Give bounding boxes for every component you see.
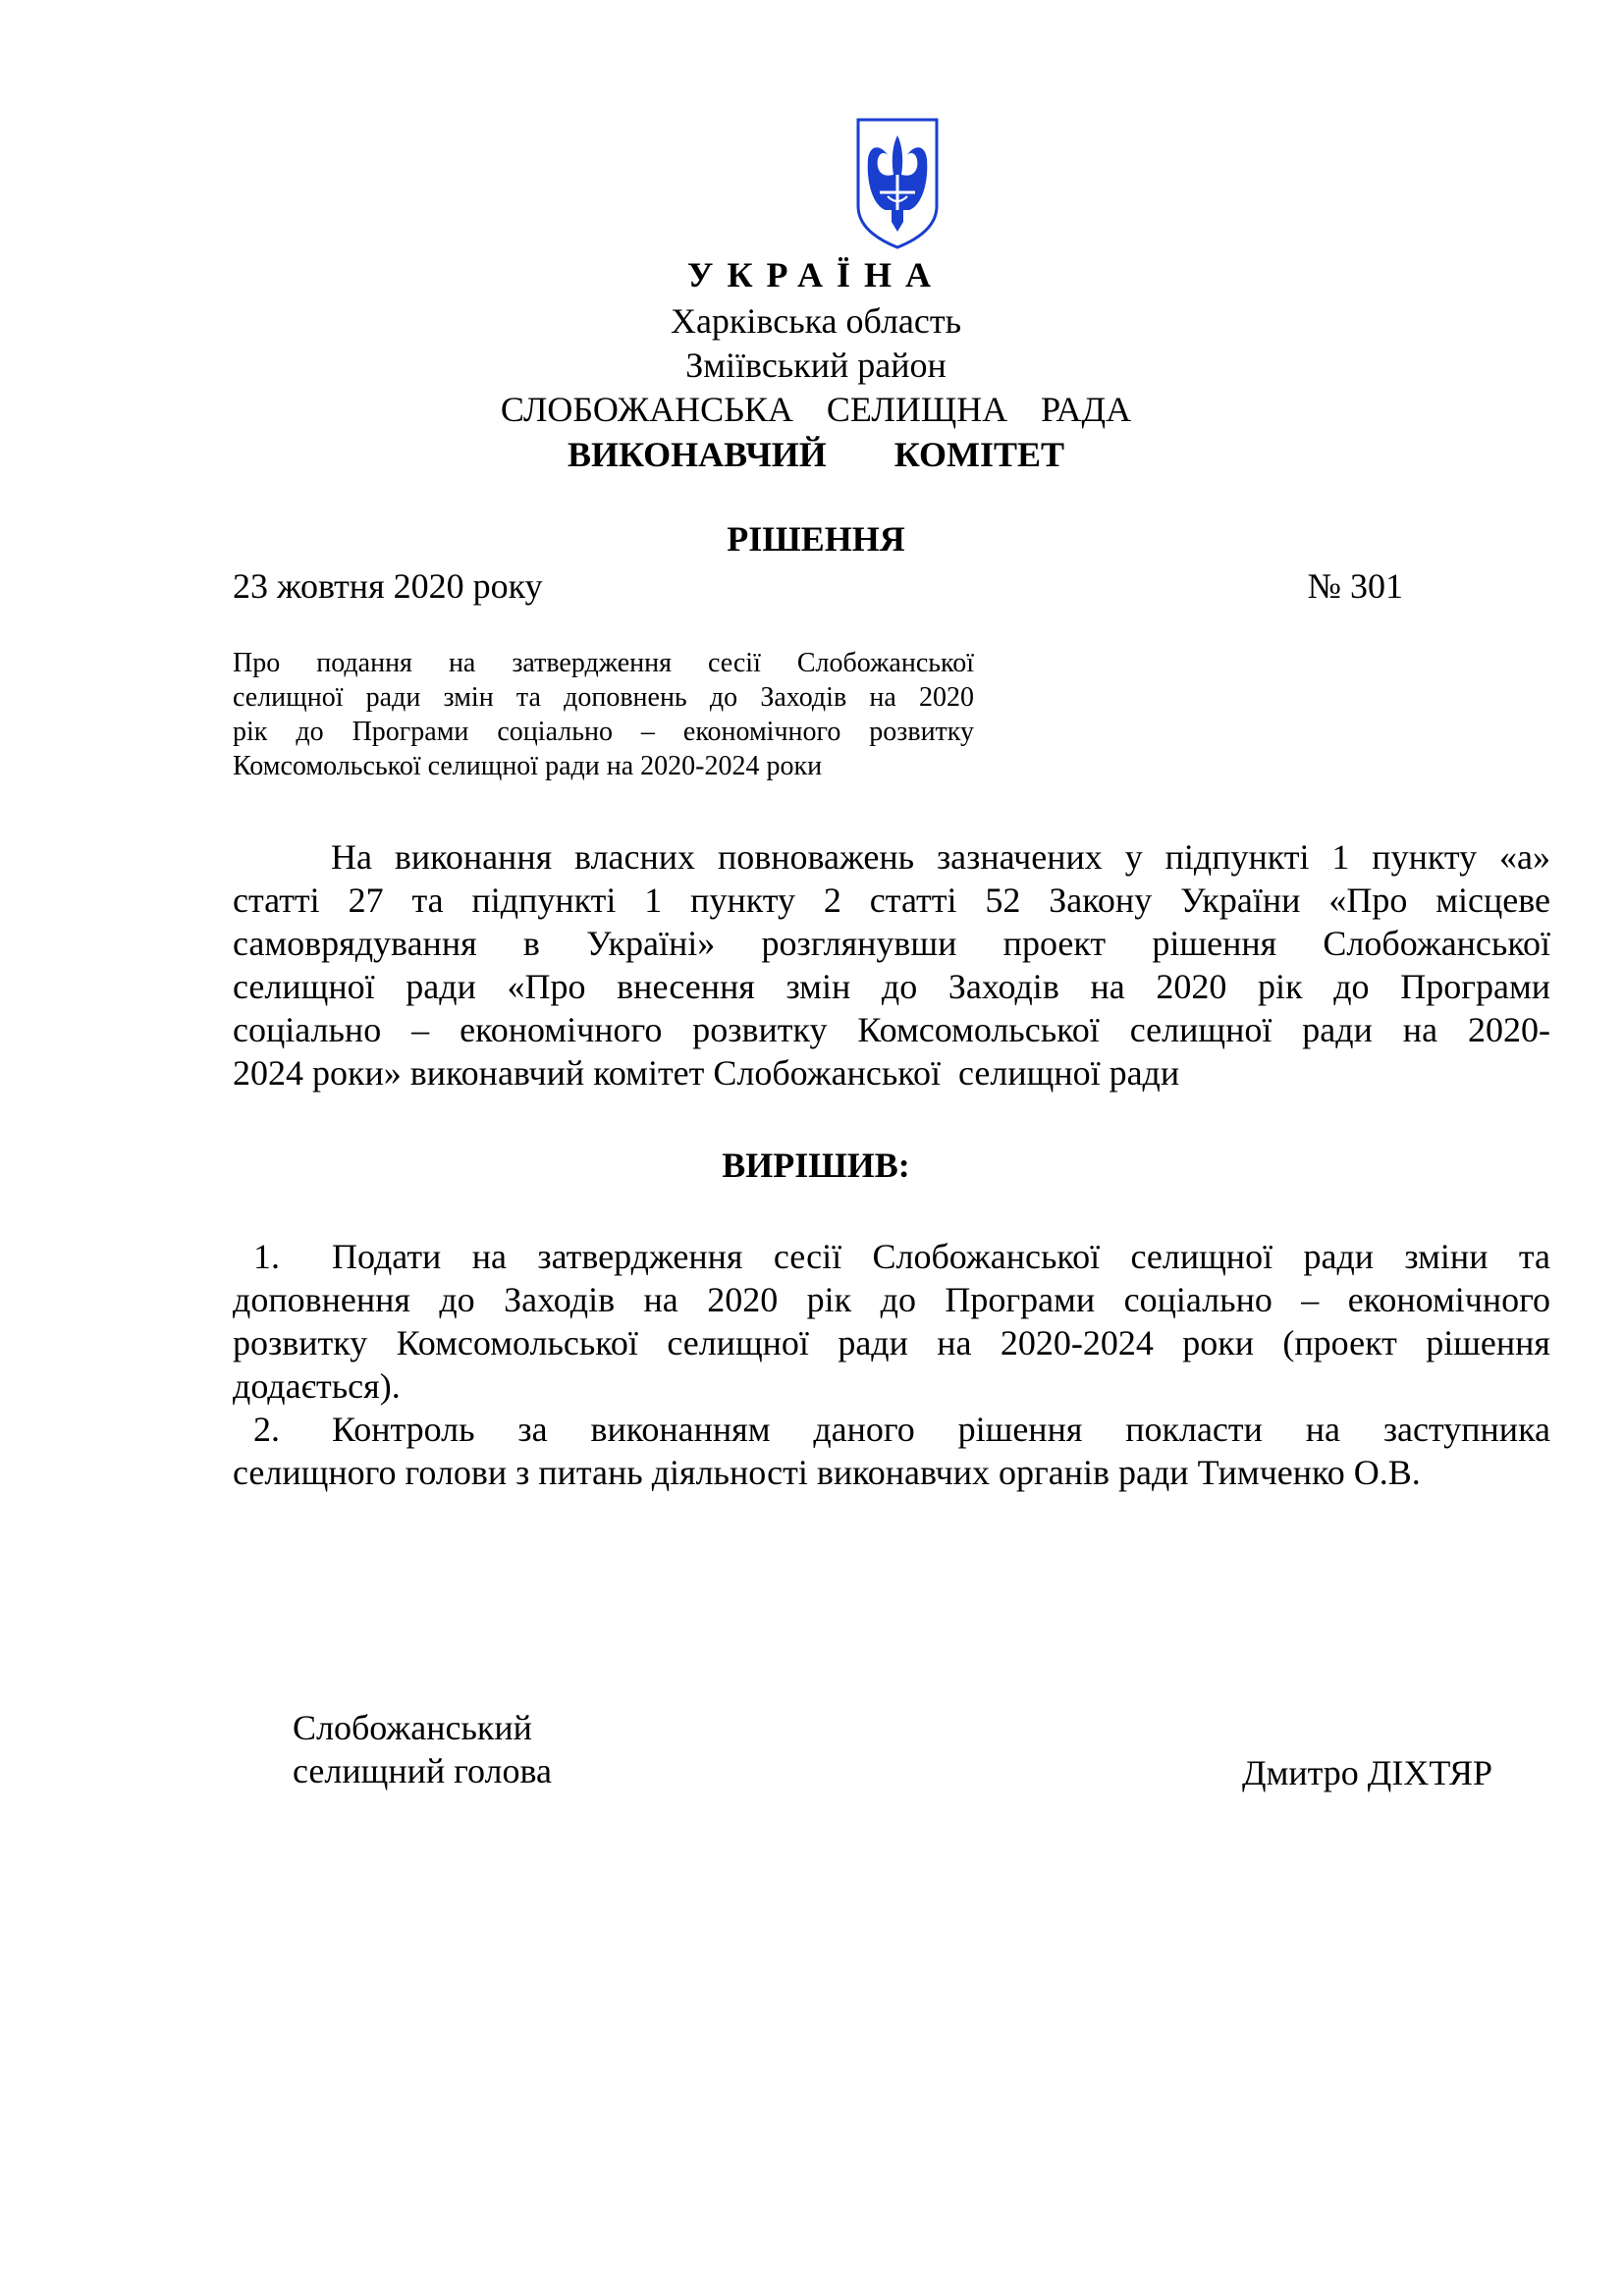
signatory-title-line: селищний голова [293,1751,553,1790]
decision-number: № 301 [1307,566,1403,606]
item-number: 2. [253,1410,280,1449]
subject-line: селищної ради змін та доповнень до Заходів на 2020 [233,682,974,713]
signatory-name: Дмитро ДІХТЯР [1242,1753,1492,1792]
item-text: Контроль за виконанням даного рішення покласти на заступника [332,1410,1550,1449]
ukraine-trident-emblem-icon [852,116,943,251]
preamble-line: соціально – економічного розвитку Комсомольської селищної ради на 2020- [233,1010,1550,1049]
subject-line: рік до Програми соціально – економічного розвитку [233,717,974,747]
oblast-line: Харківська область [670,301,962,341]
decision-date: 23 жовтня 2020 року [233,566,543,606]
resolved-heading: ВИРІШИВ: [722,1146,910,1185]
item-text: Подати на затвердження сесії Слобожанської селищної ради зміни та [332,1237,1550,1276]
signatory-title [293,1706,552,1792]
item-line: селищного голови з питань діяльності виконавчих органів ради Тимченко О.В. [233,1453,1421,1492]
item-line: додається). [233,1366,401,1406]
preamble-line: селищної ради «Про внесення змін до Заходів на 2020 рік до Програми [233,967,1550,1006]
subject-line: Про подання на затвердження сесії Слобожанської [233,648,974,678]
preamble-line: 2024 роки» виконавчий комітет Слобожанської селищної ради [233,1053,1180,1093]
list-item [253,1408,1550,1451]
preamble-line: статті 27 та підпункті 1 пункту 2 статті 52 Закону України «Про місцеве [233,881,1550,920]
resolved-items-list [233,1235,1550,1494]
council-name: СЛОБОЖАНСЬКА СЕЛИЩНА РАДА [500,390,1132,429]
item-line: доповнення до Заходів на 2020 рік до Програми соціально – економічного [233,1280,1550,1319]
list-item [253,1235,1550,1278]
preamble-paragraph [233,835,1550,1095]
preamble-line: самоврядування в Україні» розглянувши проект рішення Слобожанської [233,924,1550,963]
committee-name: ВИКОНАВЧИЙ КОМІТЕТ [567,435,1065,474]
item-line: розвитку Комсомольської селищної ради на 2020-2024 роки (проект рішення [233,1323,1550,1362]
decision-subject [233,646,974,783]
country-heading: УКРАЇНА [687,255,945,294]
preamble-line: На виконання власних повноважень зазначених у підпункті 1 пункту «а» [331,837,1550,877]
subject-line: Комсомольської селищної ради на 2020-2024 роки [233,751,823,781]
signatory-title-line: Слобожанський [293,1708,532,1747]
rayon-line: Зміївський район [685,346,947,385]
document-type-title: РІШЕННЯ [727,519,905,559]
item-number: 1. [253,1237,280,1276]
